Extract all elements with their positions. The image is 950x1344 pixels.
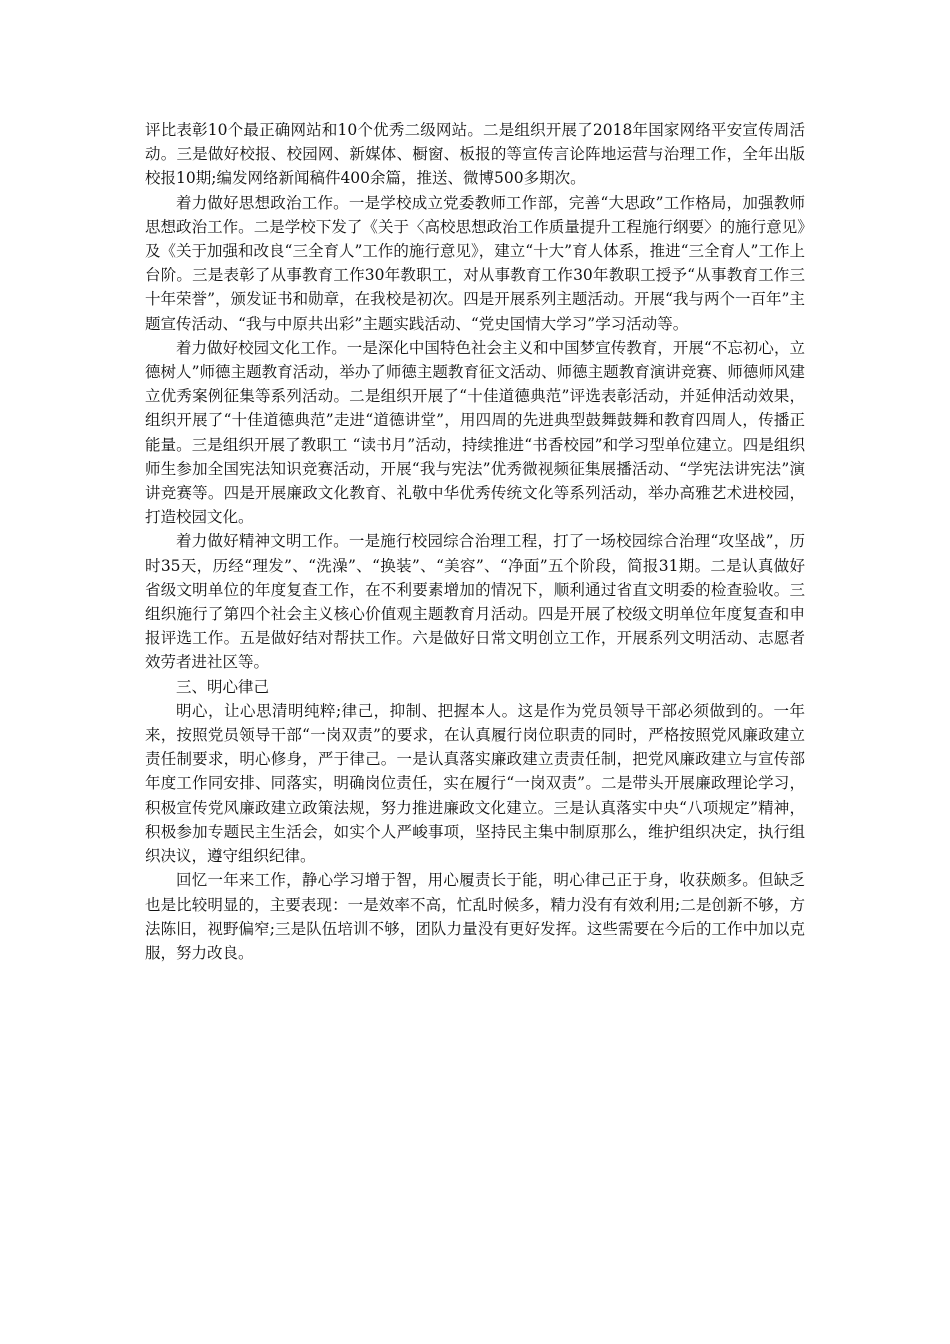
- paragraph-ideological-political-work: 着力做好思想政治工作。一是学校成立党委教师工作部，完善“大思政”工作格局，加强教师思想政治工作。二是学校下发了《关于〈高校思想政治工作质量提升工程施行纲要〉的施行意见》及《关于加强和改良“三全育人”工作的施行意见》，建立“十大”育人体系，推进“三全育人”工作上台阶。三是表彰了从事教育工作30年教职工，对从事教育工作30年教职工授予“从事教育工作三十年荣誉”，颁发证书和勋章，在我校是初次。四是开展系列主题活动。开展“我与两个一百年”主题宣传活动、“我与中原共出彩”主题实践活动、“党史国情大学习”学习活动等。: [145, 193, 805, 333]
- paragraph-network-websites: 评比表彰10个最正确网站和10个优秀二级网站。二是组织开展了2018年国家网络平安宣传周活动。三是做好校报、校园网、新媒体、橱窗、板报的等宣传言论阵地运营与治理工作，全年出版校报10期;编发网络新闻稿件400余篇，推送、微博500多期次。: [145, 121, 805, 188]
- paragraph-spiritual-civilization-work: 着力做好精神文明工作。一是施行校园综合治理工程，打了一场校园综合治理“攻坚战”，历时35天，历经“理发”、“洗澡”、“换装”、“美容”、“净面”五个阶段，简报31期。二是认真做好省级文明单位的年度复查工作，在不利要素增加的情况下，顺利通过省直文明委的检查验收。三组织施行了第四个社会主义核心价值观主题教育月活动。四是开展了校级文明单位年度复查和申报评选工作。五是做好结对帮扶工作。六是做好日常文明创立工作，开展系列文明活动、志愿者效劳者进社区等。: [145, 532, 805, 672]
- paragraph-campus-culture-work: 着力做好校园文化工作。一是深化中国特色社会主义和中国梦宣传教育，开展“不忘初心，立德树人”师德主题教育活动，举办了师德主题教育征文活动、师德主题教育演讲竞赛、师德师风建立优秀案例征集等系列活动。二是组织开展了“十佳道德典范”评选表彰活动，并延伸活动效果，组织开展了“十佳道德典范”走进“道德讲堂”，用四周的先进典型鼓舞鼓舞和教育四周人，传播正能量。三是组织开展了教职工 “读书月”活动，持续推进“书香校园”和学习型单位建立。四是组织师生参加全国宪法知识竞赛活动，开展“我与宪法”优秀微视频征集展播活动、“学宪法讲宪法”演讲竞赛等。四是开展廉政文化教育、礼敬中华优秀传统文化等系列活动，举办高雅艺术进校园，打造校园文化。: [145, 338, 805, 527]
- document-body: [145, 118, 805, 965]
- paragraph-self-discipline: 明心，让心思清明纯粹;律己，抑制、把握本人。这是作为党员领导干部必须做到的。一年来，按照党员领导干部“一岗双责”的要求，在认真履行岗位职责的同时，严格按照党风廉政建立责任制要求，明心修身，严于律己。一是认真落实廉政建立责责任制，把党风廉政建立与宣传部年度工作同安排、同落实，明确岗位责任，实在履行“一岗双责”。二是带头开展廉政理论学习，积极宣传党风廉政建立政策法规，努力推进廉政文化建立。三是认真落实中央“八项规定”精神，积极参加专题民主生活会，如实个人严峻事项，坚持民主集中制原那么，维护组织决定，执行组织决议，遵守组织纪律。: [145, 701, 805, 866]
- section-heading-self-discipline: 三、明心律己: [176, 677, 270, 696]
- paragraph-review-summary: 回忆一年来工作，静心学习增于智，用心履责长于能，明心律己正于身，收获颇多。但缺乏也是比较明显的，主要表现：一是效率不高，忙乱时候多，精力没有有效利用;二是创新不够，方法陈旧，视野偏窄;三是队伍培训不够，团队力量没有更好发挥。这些需要在今后的工作中加以克服，努力改良。: [145, 871, 805, 962]
